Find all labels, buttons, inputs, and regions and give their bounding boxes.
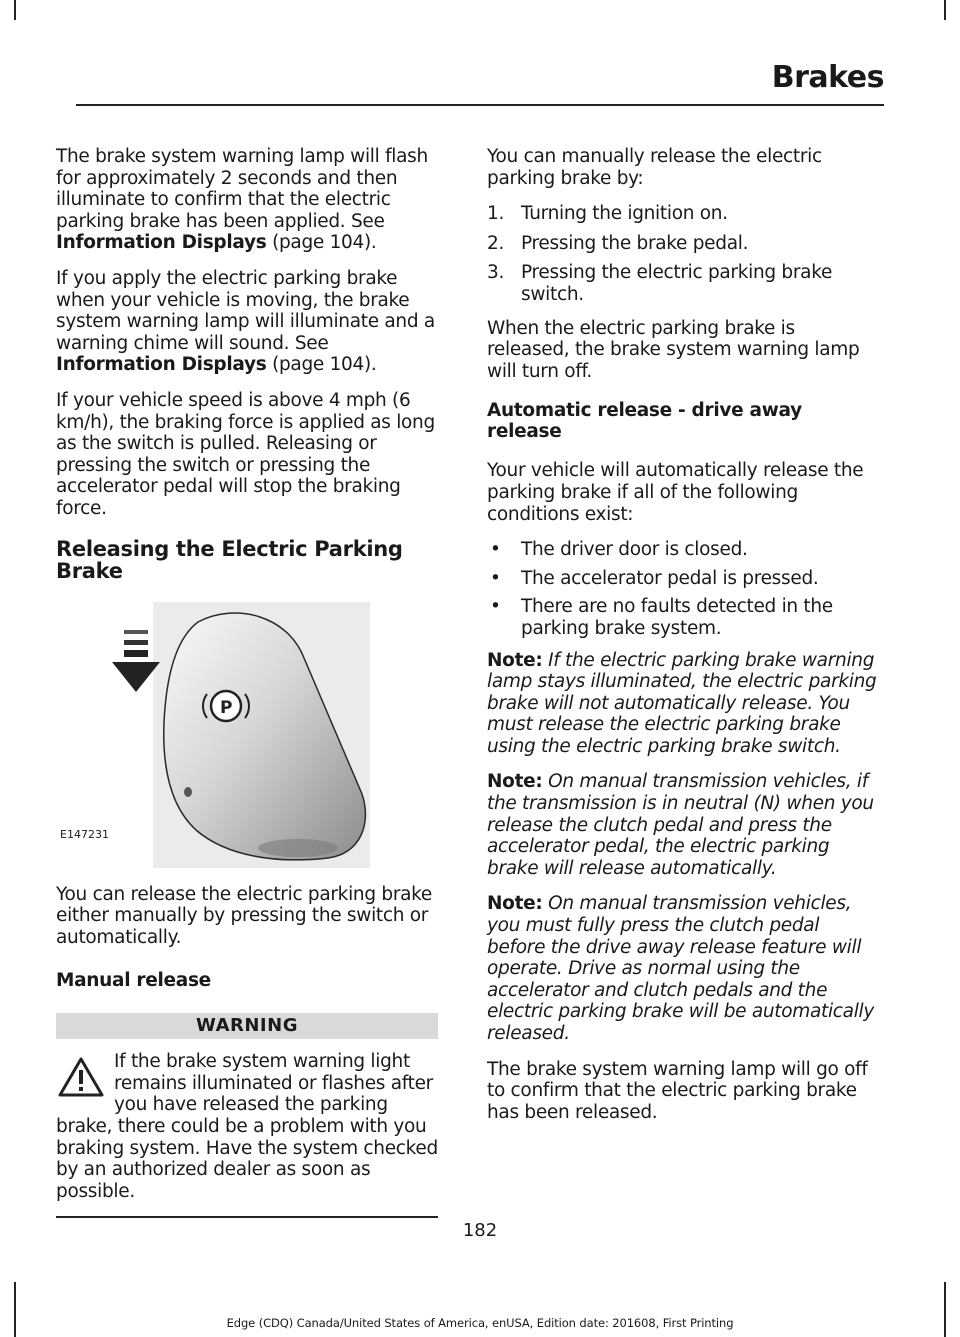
warning-triangle-icon [58,1057,104,1097]
warning-bottom-rule [56,1216,438,1218]
section-heading-releasing: Releasing the Electric Parking Brake [56,536,403,583]
parking-brake-switch-illustration [56,602,438,870]
paragraph-lamp-flash: The brake system warning lamp will flash for approximately 2 seconds and then illuminate to confirm that the electric parking brake has been applied. See Information Displays (page 104). [56,146,428,254]
auto-release-conditions [487,539,879,639]
paragraph-released-lamp: When the electric parking brake is released, the brake system warning lamp will turn off. [487,317,860,382]
warning-text: If the brake system warning light remains illuminated or flashes after you have released the parking brake, there could be a problem with you braking system. Have the system checked by an authorized dealer as soon as possible. [56,1051,438,1202]
list-item: • The driver door is closed. [490,539,748,561]
link-information-displays-2[interactable]: Information Displays [56,354,267,376]
warning-title: WARNING [56,1013,438,1039]
figure-caption: E147231 [60,827,109,841]
paragraph-apply-moving: If you apply the electric parking brake when your vehicle is moving, the brake system warning lamp will illuminate and a warning chime will sound. See Information Displays (page 104). [56,267,435,376]
paragraph-auto-conditions: Your vehicle will automatically release the parking brake if all of the following conditions exist: [487,460,864,525]
paragraph-manual-release-intro: You can manually release the electric parking brake by: [487,146,822,189]
list-item: • The accelerator pedal is pressed. [490,567,819,589]
crop-mark-top-right [944,0,946,20]
note-manual-clutch: Note: On manual transmission vehicles, you must fully press the clutch pedal before the drive away release feature will operate. Drive as normal using the accelerator and clutch pedals and the electric parking brake will be automatically released. [487,893,875,1044]
crop-mark-top-left [14,0,16,20]
page-number: 182 [462,1220,498,1241]
footer-edition: Edge (CDQ) Canada/United States of America, enUSA, Edition date: 201608, First Printing [226,1316,734,1330]
paragraph-vehicle-speed: If your vehicle speed is above 4 mph (6 km/h), the braking force is applied as long as the switch is pulled. Releasing or pressing the switch or pressing the accelerator pedal will stop the braking force. [56,389,435,519]
left-column [56,146,438,1218]
svg-text:P: P [220,697,233,718]
link-information-displays[interactable]: Information Displays [56,232,267,254]
paragraph-release-methods: You can release the electric parking brake either manually by pressing the switch or automatically. [56,883,432,948]
subheading-manual-release: Manual release [56,970,211,992]
paragraph-lamp-off: The brake system warning lamp will go off to confirm that the electric parking brake has been released. [487,1058,868,1123]
list-item: 3. Pressing the electric parking brake switch. [487,262,833,305]
warning-box [56,1013,438,1218]
list-item: 1. Turning the ignition on. [487,203,728,225]
manual-release-steps [487,203,879,305]
title-rule [76,104,884,106]
subheading-automatic-release: Automatic release - drive away release [487,400,802,443]
note-warning-lamp: Note: If the electric parking brake warning lamp stays illuminated, the electric parking brake will not automatically release. You must release the electric parking brake using the electric parking brake switch. [487,649,877,757]
page-title: Brakes [771,60,884,95]
warning-body [56,1047,438,1202]
right-column [487,146,879,1137]
note-manual-neutral: Note: On manual transmission vehicles, if the transmission is in neutral (N) when you release the clutch pedal and press the accelerator pedal, the electric parking brake will release automatically. [487,771,874,879]
parking-brake-figure [56,602,438,870]
list-item: • There are no faults detected in the parking brake system. [490,596,833,639]
list-item: 2. Pressing the brake pedal. [487,232,749,254]
